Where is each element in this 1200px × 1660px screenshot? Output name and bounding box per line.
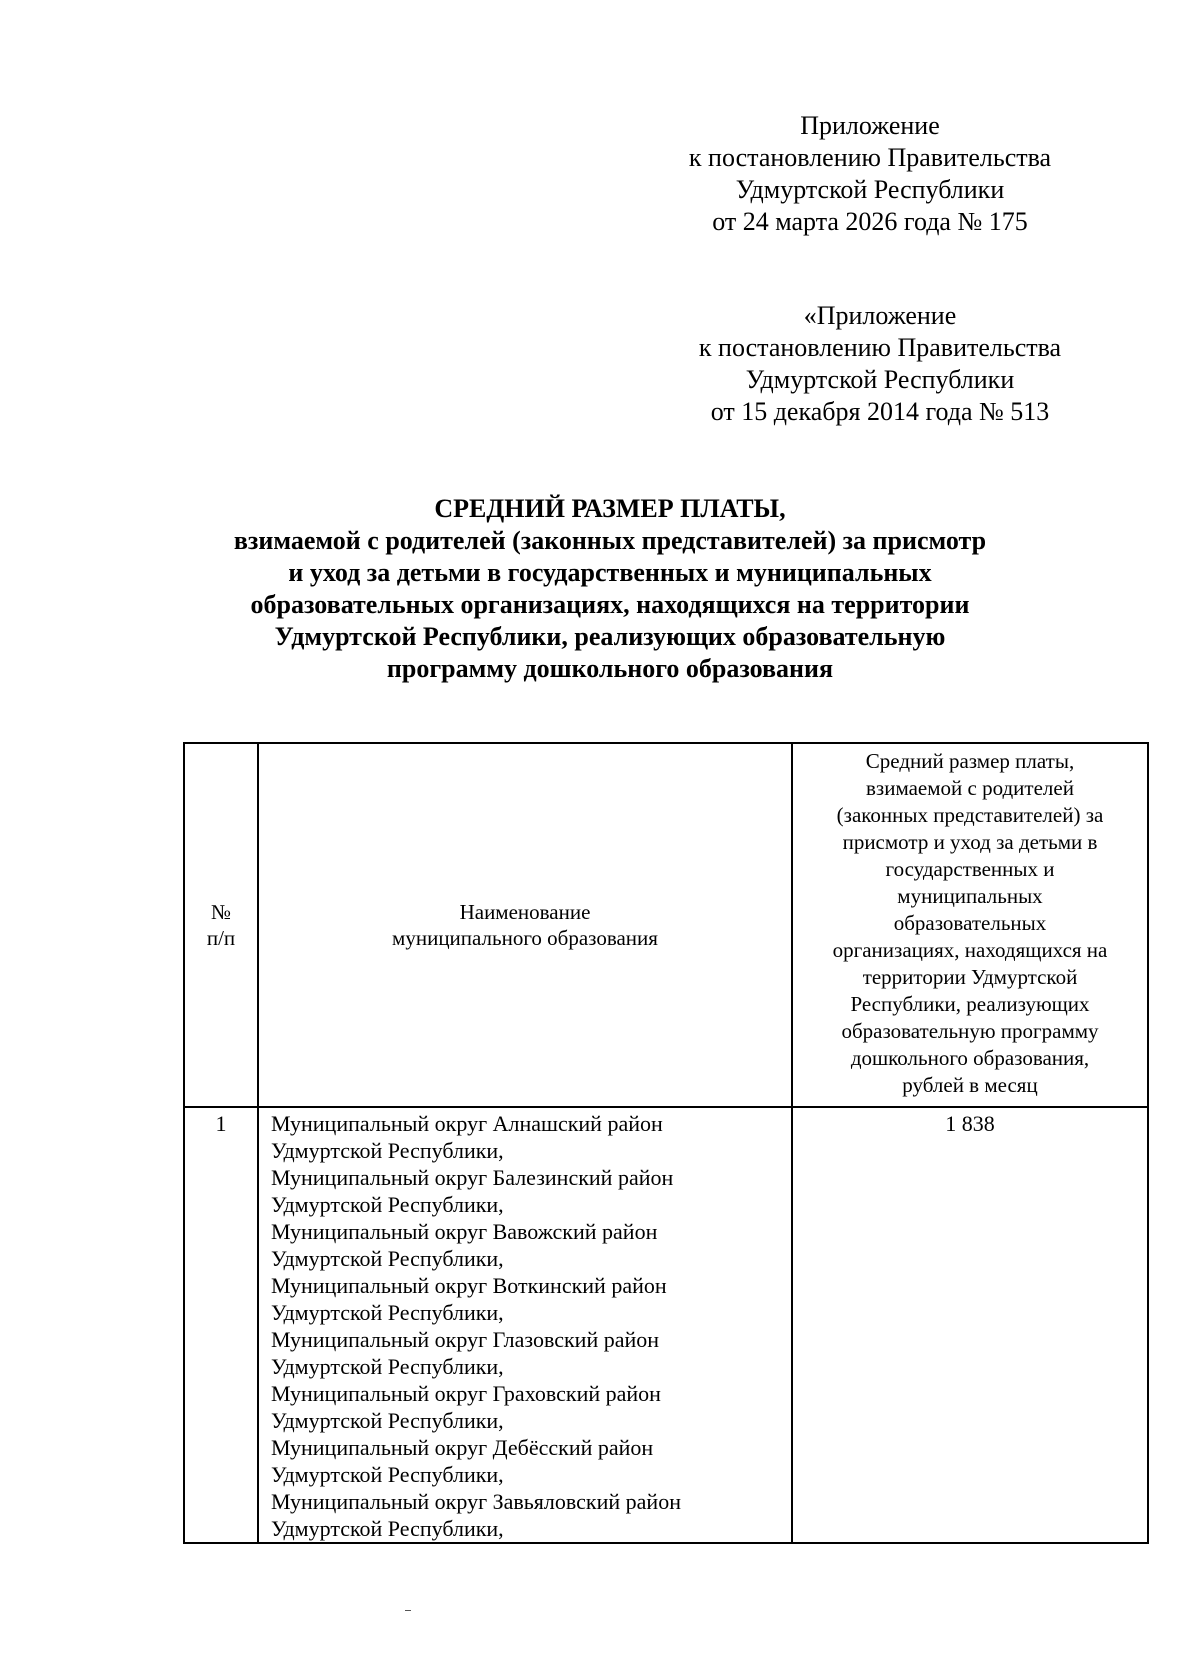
header-fee-line: Республики, реализующих	[850, 992, 1090, 1016]
municipality-line: Муниципальный округ Граховский район	[271, 1381, 661, 1406]
header-number-label: п/п	[206, 926, 236, 950]
municipality-line: Удмуртской Республики,	[271, 1462, 504, 1487]
header-fee-line: (законных представителей) за	[836, 803, 1104, 827]
municipality-line: Муниципальный округ Вавожский район	[271, 1219, 658, 1244]
header-fee-column	[792, 743, 1148, 1107]
appendix-header-amended	[660, 300, 1100, 428]
appendix-ref-line: Удмуртской Республики	[745, 365, 1015, 394]
municipality-line: Удмуртской Республики,	[271, 1408, 504, 1433]
header-fee-line: образовательных	[893, 911, 1047, 935]
header-number-column	[184, 743, 258, 1107]
appendix-header-current	[640, 110, 1100, 238]
table-row	[184, 1107, 1148, 1543]
municipality-line: Удмуртской Республики,	[271, 1516, 504, 1541]
header-fee-line: муниципальных	[897, 884, 1043, 908]
header-fee-line: дошкольного образования,	[850, 1046, 1090, 1070]
appendix-ref-line: к постановлению Правительства	[688, 143, 1052, 172]
municipality-line: Муниципальный округ Воткинский район	[271, 1273, 667, 1298]
municipality-line: Удмуртской Республики,	[271, 1138, 504, 1163]
header-number-label: №	[210, 900, 232, 924]
row-fee-value: 1 838	[792, 1107, 1148, 1543]
municipality-line: Удмуртской Республики,	[271, 1300, 504, 1325]
fee-table	[183, 742, 1149, 1544]
header-fee-line: присмотр и уход за детьми в	[842, 830, 1098, 854]
header-fee-line: взимаемой с родителей	[866, 776, 1074, 800]
header-name-column	[258, 743, 792, 1107]
municipality-line: Удмуртской Республики,	[271, 1192, 504, 1217]
header-fee-line: Средний размер платы,	[865, 749, 1075, 773]
title-line: Удмуртской Республики, реализующих образовательную	[274, 622, 946, 651]
header-name-label: муниципального образования	[392, 926, 658, 950]
municipality-line: Муниципальный округ Завьяловский район	[271, 1489, 681, 1514]
appendix-ref-line: Удмуртской Республики	[735, 175, 1005, 204]
header-fee-line: рублей в месяц	[902, 1073, 1038, 1097]
header-fee-line: государственных и	[885, 857, 1055, 881]
row-number: 1	[184, 1107, 258, 1543]
municipality-line: Муниципальный округ Балезинский район	[271, 1165, 674, 1190]
table-header-row	[184, 743, 1148, 1107]
appendix-ref-line: к постановлению Правительства	[698, 333, 1062, 362]
appendix-date-number: от 24 марта 2026 года № 175	[712, 207, 1028, 236]
title-line: программу дошкольного образования	[386, 654, 834, 683]
header-fee-line: территории Удмуртской	[862, 965, 1078, 989]
header-name-label: Наименование	[459, 900, 591, 924]
title-line: взимаемой с родителей (законных представителей) за присмотр	[233, 526, 987, 555]
municipality-line: Удмуртской Республики,	[271, 1354, 504, 1379]
municipality-line: Муниципальный округ Алнашский район	[271, 1111, 663, 1136]
appendix-label: «Приложение	[803, 301, 957, 330]
municipality-line: Муниципальный округ Дебёсский район	[271, 1435, 654, 1460]
title-line: и уход за детьми в государственных и муниципальных	[288, 558, 932, 587]
appendix-label: Приложение	[800, 111, 940, 140]
municipality-line: Муниципальный округ Глазовский район	[271, 1327, 660, 1352]
appendix-date-number: от 15 декабря 2014 года № 513	[710, 397, 1050, 426]
title-line: образовательных организациях, находящихся на территории	[250, 590, 970, 619]
scan-mark	[405, 1610, 411, 1611]
header-fee-line: организациях, находящихся на	[832, 938, 1108, 962]
document-title	[160, 493, 1060, 685]
row-municipality-names	[258, 1107, 792, 1543]
municipality-line: Удмуртской Республики,	[271, 1246, 504, 1271]
header-fee-line: образовательную программу	[841, 1019, 1099, 1043]
title-line: СРЕДНИЙ РАЗМЕР ПЛАТЫ,	[434, 494, 786, 523]
